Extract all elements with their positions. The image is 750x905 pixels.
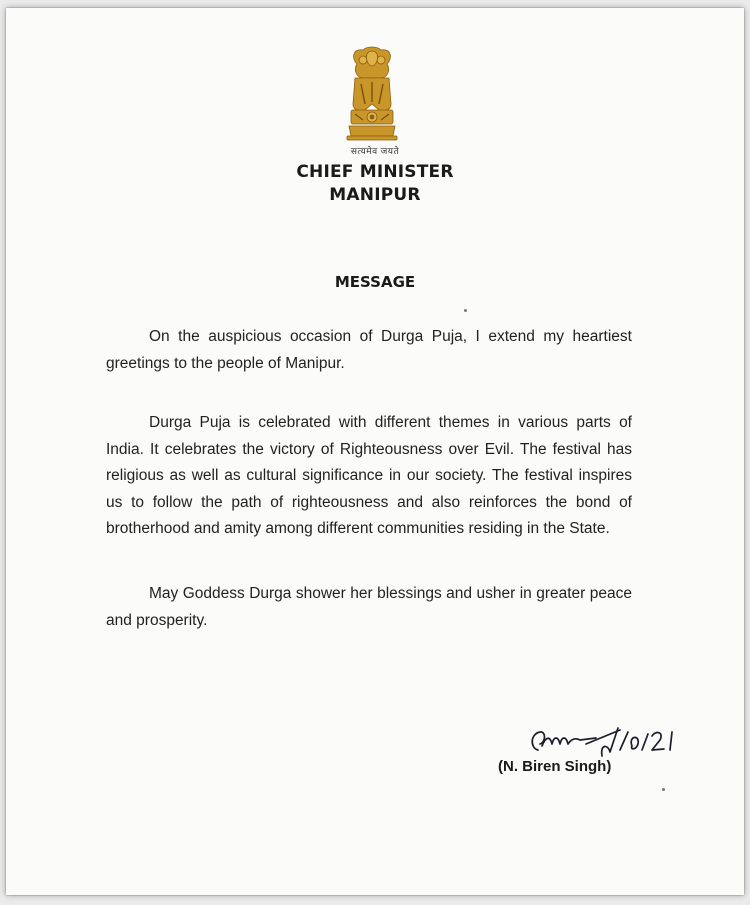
document-page <box>6 8 744 895</box>
message-paragraph-1: On the auspicious occasion of Durga Puja, I extend my heartiest greetings to the people of Manipur. <box>106 328 632 372</box>
message-paragraph-2: Durga Puja is celebrated with different themes in various parts of India. It celebrates the victory of Righteousness over Evil. The festival has religious as well as cultural significance in our society. The festival inspires us to follow the path of righteousness and also reinforces the bond of brotherhood and amity among different communities residing in the State. <box>106 414 632 537</box>
paper-speck <box>464 309 467 312</box>
message-paragraph-3: May Goddess Durga shower her blessings and usher in greater peace and prosperity. <box>106 585 632 629</box>
office-title-line1: CHIEF MINISTER <box>296 162 454 182</box>
message-heading: MESSAGE <box>334 273 416 291</box>
office-title-line2: MANIPUR <box>329 185 421 205</box>
national-emblem-icon <box>341 44 403 156</box>
signatory-name: (N. Biren Singh) <box>498 758 612 775</box>
paper-speck <box>662 788 665 791</box>
emblem-motto: सत्यमेव जयते <box>350 146 400 156</box>
